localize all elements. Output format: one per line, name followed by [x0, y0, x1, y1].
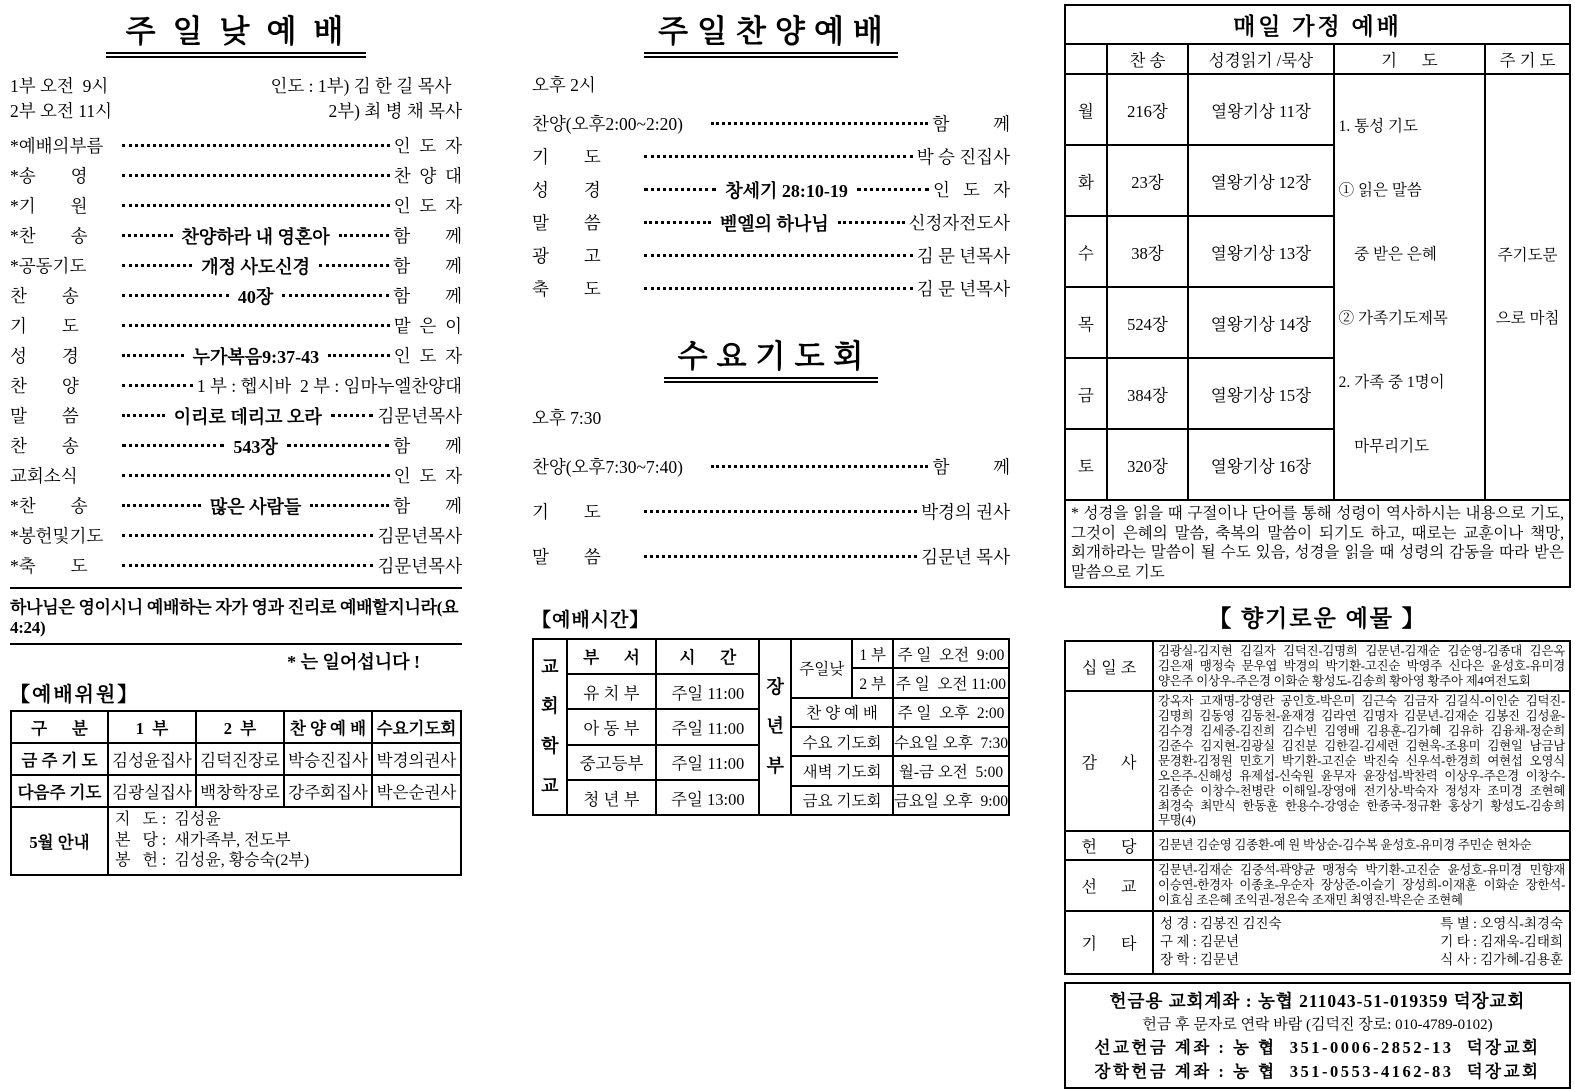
offering-category-label: 십 일 조: [1065, 641, 1153, 692]
misc-line: 장 학 : 김문년: [1160, 952, 1240, 968]
worship-item-title: 찬양하라 내 영혼아: [181, 226, 330, 247]
daily-note-row: [1065, 500, 1570, 587]
committee-cell: 박은순권사: [372, 775, 461, 807]
school-header: 시 간: [656, 640, 758, 674]
worship-item-assignee: 함 께: [393, 256, 463, 277]
worship-item-title: 창세기 28:10-19: [725, 180, 848, 201]
daily-reading: 열왕기상 13장: [1188, 216, 1333, 287]
worship-item-label: *예배의부름: [10, 136, 104, 157]
school-header-row: [568, 640, 759, 674]
adult-service-label: 찬 양 예 배: [792, 698, 893, 727]
dotted-leader: [644, 155, 913, 158]
misc-line: 특 별 : 오영식-최경숙: [1440, 915, 1563, 931]
worship-item-label: *찬 송: [10, 496, 88, 517]
adult-dept-vertical-text: 장년부: [766, 676, 784, 776]
daily-hymn: 23장: [1107, 145, 1188, 216]
service-leaders: [270, 74, 462, 125]
committee-header: 1 부: [108, 711, 196, 743]
school-dept: 청 년 부: [568, 780, 657, 814]
dotted-leader: [122, 474, 390, 477]
daily-family-worship-table: [1064, 4, 1571, 588]
church-school-times: [568, 640, 759, 814]
dotted-leader: [838, 221, 905, 224]
adult-row: [792, 756, 1008, 785]
worship-row: [532, 140, 1010, 173]
worship-item-label: *송 영: [10, 166, 88, 187]
dotted-leader: [339, 234, 390, 237]
worship-item-title: 많은 사람들: [209, 496, 302, 517]
sunday-part: 1 부: [852, 640, 893, 668]
dotted-leader: [319, 264, 389, 267]
offering-category-label: 감 사: [1065, 691, 1153, 831]
offerings-table: [1064, 640, 1571, 975]
sunday-day-service-title-text: 주일낮예배: [106, 6, 367, 58]
worship-item-label: 성 경: [532, 180, 601, 200]
service-leader-2: 2부) 최 병 채 목사: [328, 101, 462, 122]
worship-item-assignee: 인 도 자: [393, 346, 463, 367]
school-row: [568, 709, 759, 744]
may-guide-line: 본 당 : 새가족부, 전도부: [115, 831, 291, 849]
worship-row: [10, 161, 462, 191]
daily-header: 기 도: [1334, 44, 1486, 74]
daily-title: 매일 가정 예배: [1065, 5, 1570, 44]
committee-row: [11, 775, 461, 807]
misc-line: 식 사 : 김가혜-김용훈: [1440, 952, 1563, 968]
worship-row: [532, 206, 1010, 239]
adult-row: [792, 640, 1008, 668]
daily-day: 목: [1065, 287, 1107, 358]
lord-prayer-line: 으로 마침: [1495, 310, 1560, 328]
wednesday-prayer-title-text: 수요기도회: [664, 331, 879, 383]
wednesday-prayer-title: [532, 331, 1010, 383]
worship-item-label: 기 도: [10, 316, 79, 337]
dotted-leader: [287, 444, 389, 447]
prayer-line: 중 받은 은혜: [1338, 246, 1437, 264]
school-row: [568, 745, 759, 780]
dotted-leader: [644, 555, 917, 558]
sunday-day-service-section: [10, 0, 462, 876]
worship-item-assignee: 김 문 년목사: [916, 279, 1010, 299]
worship-item-title: 개정 사도신경: [201, 256, 311, 277]
sunday-day-label: 주일낮: [792, 640, 852, 698]
dotted-leader: [644, 188, 716, 191]
committee-row-label: 금 주 기 도: [11, 743, 108, 775]
worship-item-label: 성 경: [10, 346, 79, 367]
offering-names: 김광실-김지현 김길자 김덕진-김명희 김문년-김재순 김순영-김종대 김은옥 김은재 맹정숙 문우엽 박경의 박기환-고진순 박영주 신다은 윤성호-유미경 양은주 이상우-주은경 이화순 황성도-김송희 황아영 황주아 제4여전도회: [1153, 641, 1570, 692]
service-times-table: [532, 638, 1010, 816]
worship-item-assignee: 찬 양 대: [393, 166, 462, 187]
adult-service-label: 수요 기도회: [792, 727, 893, 756]
school-row: [568, 674, 759, 709]
school-time: 주일 11:00: [656, 674, 758, 709]
worship-item-assignee: 신정자전도사: [908, 213, 1011, 233]
worship-row: [532, 239, 1010, 272]
daily-day: 화: [1065, 145, 1107, 216]
service-schedule: [10, 74, 462, 125]
worship-item-assignee: 함 께: [393, 436, 463, 457]
bank-accounts-box: [1064, 982, 1571, 1089]
sunday-day-service-title: [10, 6, 462, 58]
committee-cell: 김덕진장로: [196, 743, 284, 775]
worship-item-title: 543장: [233, 436, 278, 457]
daily-header-row: [1065, 44, 1570, 74]
daily-day: 월: [1065, 74, 1107, 145]
adult-row: [792, 727, 1008, 756]
worship-committee-table: [10, 710, 462, 876]
committee-row: [11, 743, 461, 775]
worship-row: [10, 191, 462, 221]
school-time: 주일 11:00: [656, 709, 758, 744]
committee-cell: 김성윤집사: [108, 743, 196, 775]
worship-item-title: 40장: [237, 286, 274, 307]
daily-reading: 열왕기상 12장: [1188, 145, 1333, 216]
offering-category-label: 기 타: [1065, 911, 1153, 974]
committee-header: 구 분: [11, 711, 108, 743]
worship-item-assignee: 김문년목사: [377, 526, 462, 547]
prayer-line: 2. 가족 중 1명이: [1338, 374, 1445, 392]
misc-left-lines: [1160, 915, 1282, 970]
worship-item-assignee: 박경의 권사: [921, 502, 1010, 522]
committee-header: 찬 양 예 배: [284, 711, 372, 743]
committee-cell: 김광실집사: [108, 775, 196, 807]
school-header: 부 서: [568, 640, 657, 674]
church-school-vertical-text: 교회학교: [541, 656, 559, 796]
committee-heading: 【예배위원】: [10, 683, 140, 706]
worship-item-assignee: 박 승 진집사: [916, 147, 1010, 167]
worship-row: [10, 251, 462, 281]
worship-row: [10, 521, 462, 551]
offering-row: [1065, 641, 1570, 692]
offering-category-label: 헌 당: [1065, 831, 1153, 860]
school-dept: 아 동 부: [568, 709, 657, 744]
worship-item-label: *찬 송: [10, 226, 88, 247]
dotted-leader: [122, 384, 193, 387]
stand-up-note: * 는 일어섭니다 !: [287, 651, 420, 672]
worship-row: [532, 444, 1010, 489]
service-leader-1: 인도 : 1부) 김 한 길 목사: [270, 76, 452, 96]
worship-item-assignee: 함 께: [932, 457, 1010, 477]
dotted-leader: [122, 324, 390, 327]
dotted-leader: [711, 122, 928, 125]
dotted-leader: [310, 504, 389, 507]
worship-row: [10, 491, 462, 521]
adult-service-time: 수요일 오후 7:30: [893, 727, 1008, 756]
worship-item-label: 말 씀: [532, 547, 601, 567]
worship-item-assignee: 인 도 자: [393, 136, 462, 157]
worship-item-label: *공동기도: [10, 256, 87, 277]
dotted-leader: [122, 504, 201, 507]
middle-column: [532, 0, 1010, 816]
worship-item-assignee: 인 도 자: [393, 196, 462, 217]
committee-cell: 박승진집사: [284, 743, 372, 775]
worship-row: [532, 107, 1010, 140]
adult-service-label: 새벽 기도회: [792, 756, 893, 785]
service-times: [10, 74, 112, 125]
may-guide-label: 5월 안내: [11, 807, 108, 875]
praise-service-title-text: 주일찬양예배: [644, 6, 898, 58]
committee-header: 수요기도회: [372, 711, 461, 743]
worship-row: [532, 272, 1010, 305]
worship-item-label: *봉헌및기도: [10, 526, 104, 547]
prayer-line: 1. 통성 기도: [1338, 118, 1418, 135]
worship-item-assignee: 김문년목사: [377, 556, 462, 577]
worship-item-assignee: 함 께: [932, 114, 1010, 134]
worship-item-assignee: 맡 은 이: [393, 316, 462, 337]
service-time-1: 1부 오전 9시: [10, 76, 109, 96]
worship-row: [532, 489, 1010, 534]
worship-item-title: 벧엘의 하나님: [719, 213, 829, 234]
offering-names: 김문년 김순영 김종환-예 원 박상순-김수복 윤성호-유미경 주민순 현차순: [1153, 831, 1570, 860]
worship-item-label: 찬 송: [10, 436, 79, 457]
adult-service-time: 월-금 오전 5:00: [893, 756, 1008, 785]
committee-cell: 백창학장로: [196, 775, 284, 807]
worship-row: [532, 173, 1010, 206]
dotted-leader: [122, 564, 373, 567]
daily-hymn: 216장: [1107, 74, 1188, 145]
prayer-line: ② 가족기도제목: [1338, 310, 1448, 328]
daily-title-row: [1065, 5, 1570, 44]
offerings-heading: 【 향기로운 예물 】: [1208, 605, 1427, 631]
offering-account-line: 헌금용 교회계좌 : 농협 211043-51-019359 덕장교회: [1109, 990, 1526, 1011]
offering-row: [1065, 860, 1570, 911]
offering-names: 김문년-김재순 김중석-곽양균 맹정숙 박기환-고진순 윤성호-유미경 민향재 이승연-한경자 이종초-우순자 장상준-이슬기 장성희-이재훈 이화순 장한석-이효심 조은혜 조익권-정은숙 조재민 최영진-박은순 조현혜: [1153, 860, 1570, 911]
wednesday-order-list: [532, 444, 1010, 579]
worship-row: [10, 221, 462, 251]
offering-row: [1065, 691, 1570, 831]
worship-item-label: 축 도: [532, 279, 601, 299]
daily-row: [1065, 74, 1570, 145]
right-column: [1064, 0, 1571, 1089]
dotted-leader: [711, 465, 928, 468]
offering-category-label: 선 교: [1065, 860, 1153, 911]
committee-row: [11, 807, 461, 875]
daily-reading: 열왕기상 15장: [1188, 358, 1333, 429]
dotted-leader: [122, 144, 390, 147]
worship-row: [10, 371, 462, 401]
daily-hymn: 38장: [1107, 216, 1188, 287]
daily-prayer-cell: [1334, 74, 1486, 500]
worship-item-label: 교회소식: [10, 466, 78, 487]
worship-row: [532, 534, 1010, 579]
daily-reading: 열왕기상 11장: [1188, 74, 1333, 145]
daily-day: 토: [1065, 429, 1107, 500]
dotted-leader: [122, 534, 373, 537]
dotted-leader: [328, 354, 390, 357]
dotted-leader: [122, 174, 390, 177]
dotted-leader: [122, 354, 184, 357]
daily-header: 찬 송: [1107, 44, 1188, 74]
committee-cell: 박경의권사: [372, 743, 461, 775]
dotted-leader: [644, 254, 913, 257]
prayer-line: 마무리기도: [1338, 438, 1430, 456]
school-dept: 중고등부: [568, 745, 657, 780]
dotted-leader: [644, 221, 711, 224]
worship-row: [10, 311, 462, 341]
daily-header: [1065, 44, 1107, 74]
prayer-line: ① 읽은 말씀: [1338, 182, 1422, 200]
worship-item-label: *기 원: [10, 196, 88, 217]
dotted-leader: [644, 287, 913, 290]
church-school-vertical-label: [534, 640, 568, 814]
daily-lord-prayer-cell: [1485, 74, 1570, 500]
daily-day: 금: [1065, 358, 1107, 429]
may-guide-line: 봉 헌 : 김성윤, 황승숙(2부): [115, 852, 310, 870]
daily-day: 수: [1065, 216, 1107, 287]
worship-item-assignee: 함 께: [393, 286, 463, 307]
worship-item-assignee: 김 문 년목사: [916, 246, 1010, 266]
adult-service-time: 금요일 오후 9:00: [893, 786, 1008, 814]
may-guide-line: 지 도 : 김성윤: [115, 810, 221, 828]
dotted-leader: [644, 510, 917, 513]
worship-row: [10, 131, 462, 161]
praise-order-list: [532, 107, 1010, 305]
daily-reading: 열왕기상 16장: [1188, 429, 1333, 500]
dotted-leader: [282, 294, 389, 297]
daily-hymn: 384장: [1107, 358, 1188, 429]
worship-item-label: 찬 송: [10, 286, 79, 307]
dotted-leader: [122, 264, 192, 267]
worship-row: [10, 281, 462, 311]
adult-service-label: 금요 기도회: [792, 786, 893, 814]
sunday-part-time: 주 일 오전 11:00: [893, 668, 1008, 697]
worship-item-label: 찬 양: [10, 376, 79, 397]
offering-misc-cell: [1153, 911, 1570, 974]
service-times-heading: 【예배시간】: [532, 610, 650, 631]
praise-service-time: 오후 2시: [532, 75, 596, 95]
dotted-leader: [331, 414, 374, 417]
worship-item-label: 기 도: [532, 502, 601, 522]
adult-row: [792, 698, 1008, 727]
school-row: [568, 780, 759, 814]
daily-reading: 열왕기상 14장: [1188, 287, 1333, 358]
dotted-leader: [122, 204, 390, 207]
committee-header-row: [11, 711, 461, 743]
worship-row: [10, 461, 462, 491]
sunday-part: 2 부: [852, 668, 893, 697]
praise-service-title: [532, 6, 1010, 58]
worship-item-assignee: 함 께: [393, 496, 463, 517]
misc-line: 구 제 : 김문년: [1160, 934, 1240, 950]
worship-row: [10, 341, 462, 371]
school-time: 주일 11:00: [656, 745, 758, 780]
worship-item-label: 찬양(오후7:30~7:40): [532, 457, 683, 477]
dotted-leader: [857, 188, 929, 191]
worship-item-assignee: 김문년 목사: [921, 547, 1010, 567]
daily-hymn: 524장: [1107, 287, 1188, 358]
worship-item-label: 기 도: [532, 147, 601, 167]
dotted-leader: [122, 444, 224, 447]
misc-right-lines: [1440, 915, 1563, 970]
worship-row: [10, 551, 462, 581]
mission-account-line: 선교헌금 계좌 : 농 협 351-0006-2852-13 덕장교회: [1094, 1037, 1541, 1057]
adult-service-time: 주 일 오후 2:00: [893, 698, 1008, 727]
school-dept: 유 치 부: [568, 674, 657, 709]
wednesday-prayer-time: 오후 7:30: [532, 408, 602, 428]
dotted-leader: [122, 234, 173, 237]
offering-row: [1065, 911, 1570, 974]
daily-note: * 성경을 읽을 때 구절이나 단어를 통해 성령이 역사하시는 내용으로 기도, 그것이 은혜의 말씀, 축복의 말씀이 되기도 하고, 때로는 교훈이나 책망, 회개하라는 말씀이 될 수도 있음, 성경을 읽을 때 성령의 감동을 따라 받은 말씀으로 기도: [1065, 500, 1570, 587]
committee-header: 2 부: [196, 711, 284, 743]
sunday-part-time: 주 일 오전 9:00: [893, 640, 1008, 668]
dotted-leader: [122, 414, 165, 417]
adult-times: [792, 640, 1008, 814]
offering-row: [1065, 831, 1570, 860]
worship-row: [10, 401, 462, 431]
committee-row-label: 다음주 기도: [11, 775, 108, 807]
worship-item-assignee: 인 도 자: [933, 180, 1010, 200]
adult-row: [792, 786, 1008, 814]
may-guide-cell: [108, 807, 461, 875]
worship-item-label: 찬양(오후2:00~2:20): [532, 114, 683, 134]
adult-dept-vertical-label: [758, 640, 792, 814]
worship-item-label: *축 도: [10, 556, 88, 577]
worship-item-label: 광 고: [532, 246, 601, 266]
scholarship-account-line: 장학헌금 계좌 : 농 협 351-0553-4162-83 덕장교회: [1094, 1061, 1541, 1081]
worship-item-label: 말 씀: [532, 213, 601, 233]
service-time-2: 2부 오전 11시: [10, 101, 112, 122]
worship-item-assignee: 1 부 : 헵시바 2 부 : 임마누엘찬양대: [196, 376, 462, 397]
worship-item-title: 이리로 데리고 오라: [173, 406, 322, 427]
dotted-leader: [122, 294, 229, 297]
daily-header: 성경읽기 /묵상: [1188, 44, 1333, 74]
misc-line: 기 타 : 김재욱-김태희: [1440, 934, 1563, 950]
lord-prayer-line: 주기도문: [1497, 246, 1558, 264]
school-time: 주일 13:00: [656, 780, 758, 814]
worship-item-title: 누가복음9:37-43: [192, 346, 320, 367]
worship-row: [10, 431, 462, 461]
worship-item-assignee: 인 도 자: [393, 466, 462, 487]
worship-item-assignee: 김문년목사: [377, 406, 463, 427]
offering-names: 강옥자 고재명-강영란 공인호-박은미 김근숙 김금자 김길식-이인순 김덕진-김명희 김동영 김동천-윤재경 김라연 김명자 김문년-김재순 김봉진 김성윤-김수경 김세중-김진희 김수빈 김영배 김용훈-김가혜 김유하 김융채-정순희 김준수 김지현-김광실 김진분 김한길-김세련 김현욱-조용미 김현일 남금남 문경환-김정원 민호기 박기환-고진순 박진숙 신우석-한경희 여현섭 오영식 오은주-신해성 유제섭-신숙원 윤무자 윤장섭-박찬력 이상우-주은경 이창수-김종순 이창수-천병란 이해일-장영애 전기상-박숙자 정성자 조미경 조현혜 최경숙 최만식 한동훈 한용수-강영순 한종국-정규환 홍상기 황성도-김송희 무명(4): [1153, 691, 1570, 831]
worship-item-label: 말 씀: [10, 406, 79, 427]
contact-note-line: 헌금 후 문자로 연락 바람 (김덕진 장로: 010-4789-0102): [1142, 1016, 1493, 1033]
scripture-verse-banner: 하나님은 영이시니 예배하는 자가 영과 진리로 예배할지니라(요4:24): [10, 587, 462, 645]
worship-item-assignee: 함 께: [393, 226, 463, 247]
worship-order-list: [10, 131, 462, 581]
daily-header: 주 기 도: [1485, 44, 1570, 74]
daily-hymn: 320장: [1107, 429, 1188, 500]
misc-line: 성 경 : 김봉진 김진숙: [1160, 915, 1282, 931]
committee-cell: 강주회집사: [284, 775, 372, 807]
